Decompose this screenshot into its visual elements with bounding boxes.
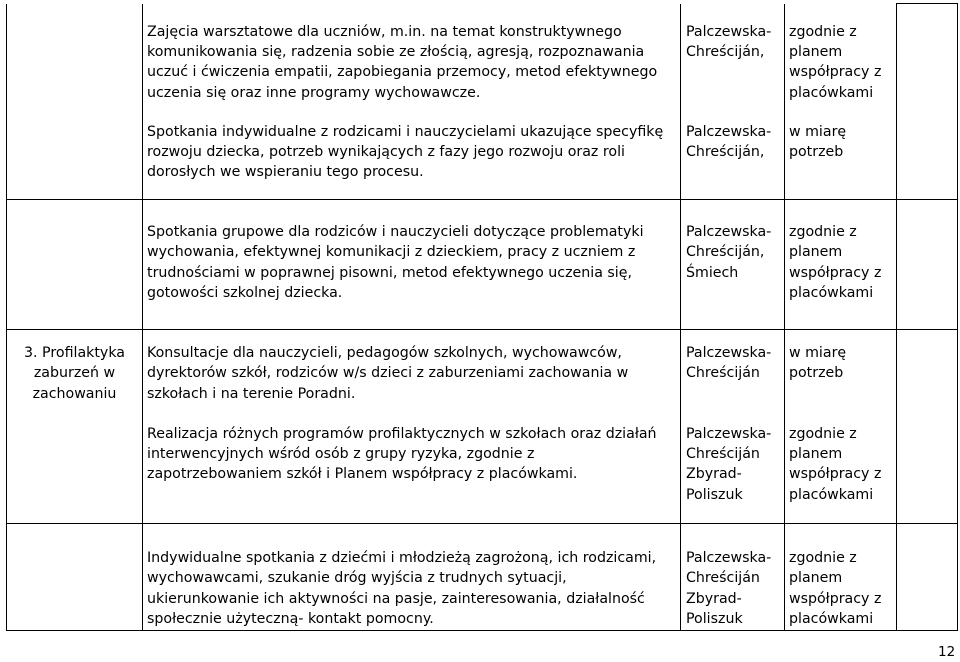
description-cell xyxy=(143,330,681,412)
extra-cell xyxy=(897,524,958,631)
responsible-cell xyxy=(681,330,785,412)
responsible-text: Palczewska- Chreściján Zbyrad- Poliszuk xyxy=(686,425,772,503)
table-row xyxy=(7,4,958,108)
responsible-cell xyxy=(681,108,785,200)
responsible-cell xyxy=(681,412,785,524)
description-text: Spotkania grupowe dla rodziców i nauczycieli dotyczące problematyki wychowania, efektywnej komunikacji z dzieckiem, pracy z uczniem z trudnościami w poprawnej pisowni, metod efektywnego uczenia się, gotowości szkolnej dziecka. xyxy=(147,224,644,302)
activity-table xyxy=(6,3,958,631)
responsible-text: Palczewska- Chreściján, Śmiech xyxy=(686,224,772,281)
term-text: w miarę potrzeb xyxy=(789,123,847,160)
description-text: Zajęcia warsztatowe dla uczniów, m.in. na temat konstruktywnego komunikowania się, radzenia sobie ze złością, agresją, rozpoznawania uczuć i ćwiczenia empatii, zapobiegania przemocy, metod efektywnego uczenia się oraz inne programy wychowawcze. xyxy=(147,23,658,101)
responsible-text: Palczewska- Chreściján, xyxy=(686,123,772,160)
term-cell xyxy=(785,4,897,108)
description-text: Indywidualne spotkania z dziećmi i młodzieżą zagrożoną, ich rodzicami, wychowawcami, szukanie dróg wyjścia z trudnych sytuacji, ukierunkowanie ich aktywności na pasje, zainteresowania, działalność społecznie użyteczną- kontakt pomocny. xyxy=(147,550,657,628)
extra-cell xyxy=(897,330,958,412)
term-cell xyxy=(785,200,897,330)
extra-cell xyxy=(897,200,958,330)
term-text: zgodnie z planem współpracy z placówkami xyxy=(789,23,882,101)
term-text: zgodnie z planem współpracy z placówkami xyxy=(789,425,882,503)
responsible-cell xyxy=(681,4,785,108)
description-text: Spotkania indywidualne z rodzicami i nauczycielami ukazujące specyfikę rozwoju dziecka, potrzeb wynikających z fazy jego rozwoju oraz roli dorosłych we wspieraniu tego procesu. xyxy=(147,123,664,181)
category-cell xyxy=(7,4,143,108)
description-cell xyxy=(143,4,681,108)
table-row xyxy=(7,330,958,412)
table-row xyxy=(7,412,958,524)
term-cell xyxy=(785,412,897,524)
responsible-cell xyxy=(681,200,785,330)
description-cell xyxy=(143,524,681,631)
term-cell xyxy=(785,524,897,631)
term-text: zgodnie z planem współpracy z placówkami xyxy=(789,550,882,628)
responsible-text: Palczewska- Chreściján, xyxy=(686,23,772,60)
description-text: Realizacja różnych programów profilaktycznych w szkołach oraz działań interwencyjnych wśród osób z grupy ryzyka, zgodnie z zapotrzebowaniem szkół i Planem współpracy z placówkami. xyxy=(147,425,657,483)
table-row xyxy=(7,200,958,330)
responsible-text: Palczewska- Chreściján xyxy=(686,345,772,382)
term-cell xyxy=(785,108,897,200)
category-cell xyxy=(7,524,143,631)
category-cell xyxy=(7,108,143,200)
term-text: zgodnie z planem współpracy z placówkami xyxy=(789,224,882,302)
category-cell xyxy=(7,330,143,412)
extra-cell xyxy=(897,412,958,524)
category-cell xyxy=(7,200,143,330)
description-cell xyxy=(143,108,681,200)
category-cell xyxy=(7,412,143,524)
term-cell xyxy=(785,330,897,412)
table-row xyxy=(7,108,958,200)
responsible-cell xyxy=(681,524,785,631)
category-text xyxy=(7,4,142,22)
category-text: 3. Profilaktyka zaburzeń w zachowaniu xyxy=(24,345,125,402)
page-number: 12 xyxy=(938,644,956,660)
responsible-text: Palczewska- Chreściján Zbyrad- Poliszuk xyxy=(686,550,772,628)
description-cell xyxy=(143,412,681,524)
description-text: Konsultacje dla nauczycieli, pedagogów szkolnych, wychowawców, dyrektorów szkół, rodziców w/s dzieci z zaburzeniami zachowania w szkołach i na terenie Poradni. xyxy=(147,345,629,402)
extra-cell xyxy=(897,4,958,108)
extra-cell xyxy=(897,108,958,200)
description-cell xyxy=(143,200,681,330)
term-text: w miarę potrzeb xyxy=(789,345,847,382)
table-row xyxy=(7,524,958,631)
